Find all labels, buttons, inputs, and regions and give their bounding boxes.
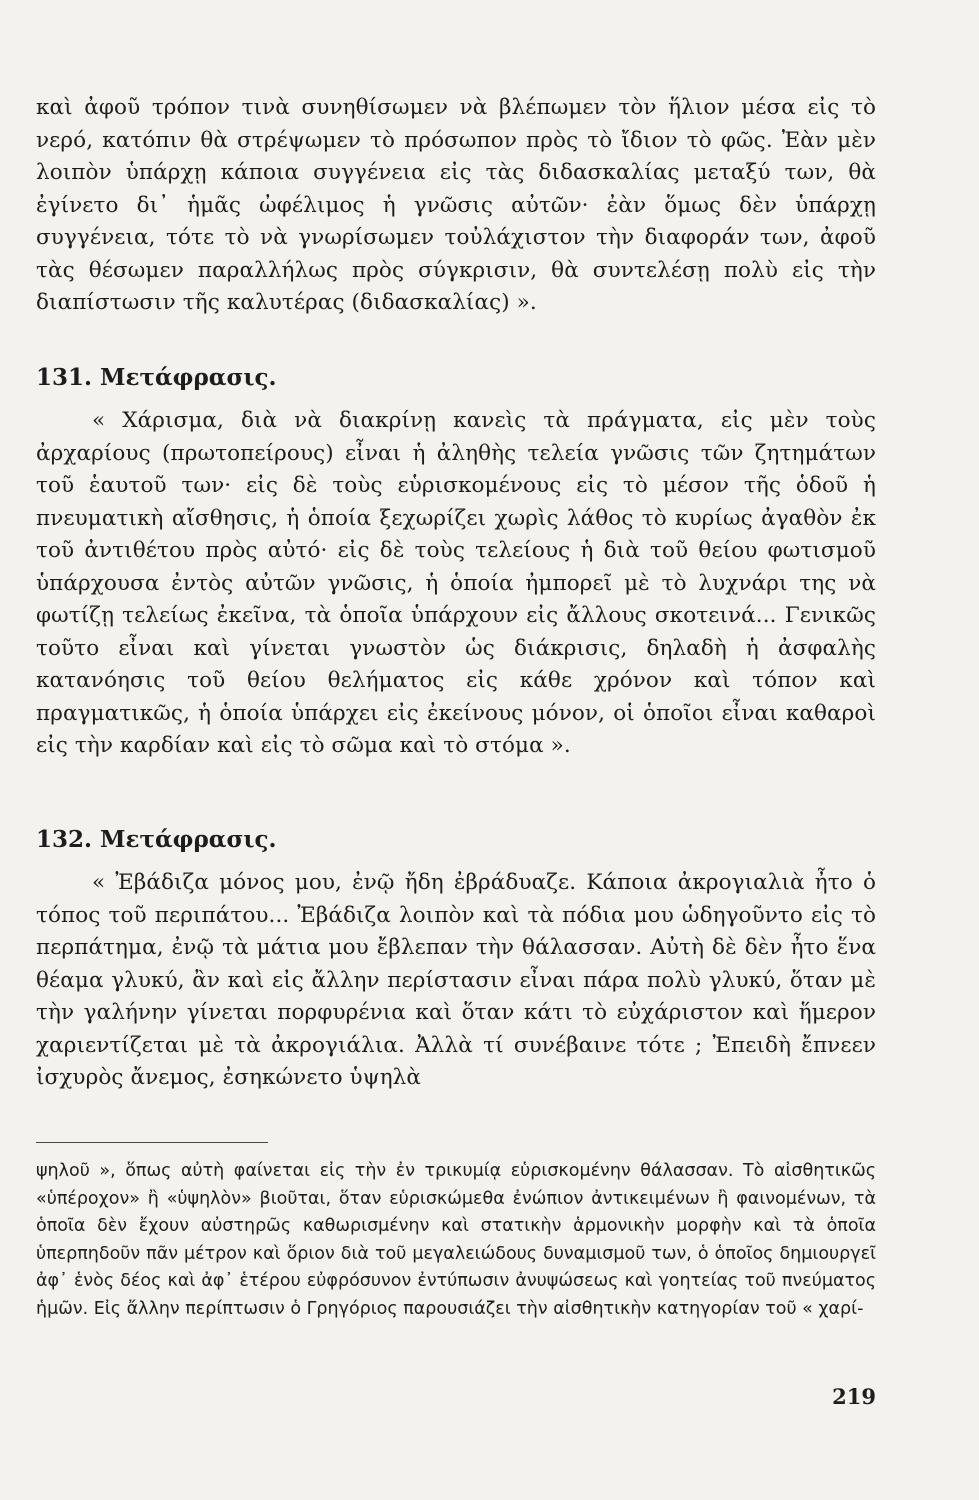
- section-131-block: [36, 405, 876, 763]
- footnote-divider: [36, 1142, 268, 1143]
- section-132-body: « Ἐβάδιζα μόνος μου, ἐνῷ ἤδη ἐβράδυαζε. Κάποια ἀκρογιαλιὰ ἦτο ὁ τόπος τοῦ περιπάτου... Ἐβάδιζα λοιπὸν καὶ τὰ πόδια μου ὡδηγοῦντο εἰς τὸ περπάτημα, ἐνῷ τὰ μάτια μου ἔβλεπαν τὴν θάλασσαν. Αὐτὴ δὲ δὲν ἦτο ἕνα θέαμα γλυκύ, ἂν καὶ εἰς ἄλλην περίστασιν εἶναι πάρα πολὺ γλυκύ, ὅταν μὲ τὴν γαλήνην γίνεται πορφυρένια καὶ ὅταν κάτι τὸ εὐχάριστον καὶ ἥμερον χαριεντίζεται μὲ τὰ ἀκρογιάλια. Ἀλλὰ τί συνέβαινε τότε ; Ἐπειδὴ ἔπνεεν ἰσχυρὸς ἄνεμος, ἐσηκώνετο ὑψηλὰ: [36, 870, 876, 1090]
- opening-paragraph: καὶ ἀφοῦ τρόπον τινὰ συνηθίσωμεν νὰ βλέπωμεν τὸν ἥλιον μέσα εἰς τὸ νερό, κατόπιν θὰ στρέψωμεν τὸ πρόσωπον πρὸς τὸ ἴδιον τὸ φῶς. Ἐὰν μὲν λοιπὸν ὑπάρχῃ κάποια συγγένεια εἰς τὰς διδασκαλίας μεταξύ των, θὰ ἐγίνετο δι᾽ ἡμᾶς ὠφέλιμος ἡ γνῶσις αὐτῶν· ἐὰν ὅμως δὲν ὑπάρχῃ συγγένεια, τότε τὸ νὰ γνωρίσωμεν τοὐλάχιστον τὴν διαφοράν των, ἀφοῦ τὰς θέσωμεν παραλλήλως πρὸς σύγκρισιν, θὰ συντελέσῃ πολὺ εἰς τὴν διαπίστωσιν τῆς καλυτέρας (διδασκαλίας) ».: [36, 95, 876, 315]
- page-number: 219: [832, 1384, 876, 1409]
- section-132-heading: 132. Μετάφρασις.: [36, 826, 277, 853]
- footnote-text: ψηλοῦ », ὅπως αὐτὴ φαίνεται εἰς τὴν ἐν τρικυμίᾳ εὑρισκομένην θάλασσαν. Τὸ αἰσθητικῶς «ὑπέροχον» ἢ «ὑψηλὸν» βιοῦται, ὅταν εὑρισκώμεθα ἐνώπιον ἀντικειμένων ἢ φαινομένων, τὰ ὁποῖα δὲν ἔχουν αὐστηρῶς καθωρισμένην καὶ στατικὴν ἁρμονικὴν μορφὴν καὶ τὰ ὁποῖα ὑπερπηδοῦν πᾶν μέτρον καὶ ὅριον διὰ τοῦ μεγαλειώδους δυναμισμοῦ των, ὁ ὁποῖος δημιουργεῖ ἀφ᾽ ἑνὸς δέος καὶ ἀφ᾽ ἑτέρου εὐφρόσυνον ἐντύπωσιν ἀνυψώσεως καὶ γοητείας τοῦ πνεύματος ἡμῶν. Εἰς ἄλλην περίπτωσιν ὁ Γρηγόριος παρουσιάζει τὴν αἰσθητικὴν κατηγορίαν τοῦ « χαρί-: [36, 1161, 876, 1319]
- footnote-block: [36, 1158, 876, 1324]
- section-131-body: « Χάρισμα, διὰ νὰ διακρίνῃ κανεὶς τὰ πράγματα, εἰς μὲν τοὺς ἀρχαρίους (πρωτοπείρους) εἶναι ἡ ἀληθὴς τελεία γνῶσις τῶν ζητημάτων τοῦ ἑαυτοῦ των· εἰς δὲ τοὺς εὑρισκομένους εἰς τὸ μέσον τῆς ὁδοῦ ἡ πνευματικὴ αἴσθησις, ἡ ὁποία ξεχωρίζει χωρὶς λάθος τὸ κυρίως ἀγαθὸν ἐκ τοῦ ἀντιθέτου πρὸς αὐτό· εἰς δὲ τοὺς τελείους ἡ διὰ τοῦ θείου φωτισμοῦ ὑπάρχουσα ἐντὸς αὐτῶν γνῶσις, ἡ ὁποία ἠμπορεῖ μὲ τὸ λυχνάρι της νὰ φωτίζῃ τελείως ἐκεῖνα, τὰ ὁποῖα ὑπάρχουν εἰς ἄλλους σκοτεινά... Γενικῶς τοῦτο εἶναι καὶ γίνεται γνωστὸν ὡς διάκρισις, δηλαδὴ ἡ ἀσφαλὴς κατανόησις τοῦ θείου θελήματος εἰς κάθε χρόνον καὶ τόπον καὶ πραγματικῶς, ἡ ὁποία ὑπάρχει εἰς ἐκείνους μόνον, οἱ ὁποῖοι εἶναι καθαροὶ εἰς τὴν καρδίαν καὶ εἰς τὸ σῶμα καὶ τὸ στόμα ».: [36, 408, 876, 758]
- section-132-block: [36, 867, 876, 1095]
- section-131-heading: 131. Μετάφρασις.: [36, 364, 277, 391]
- opening-paragraph-block: [36, 92, 876, 320]
